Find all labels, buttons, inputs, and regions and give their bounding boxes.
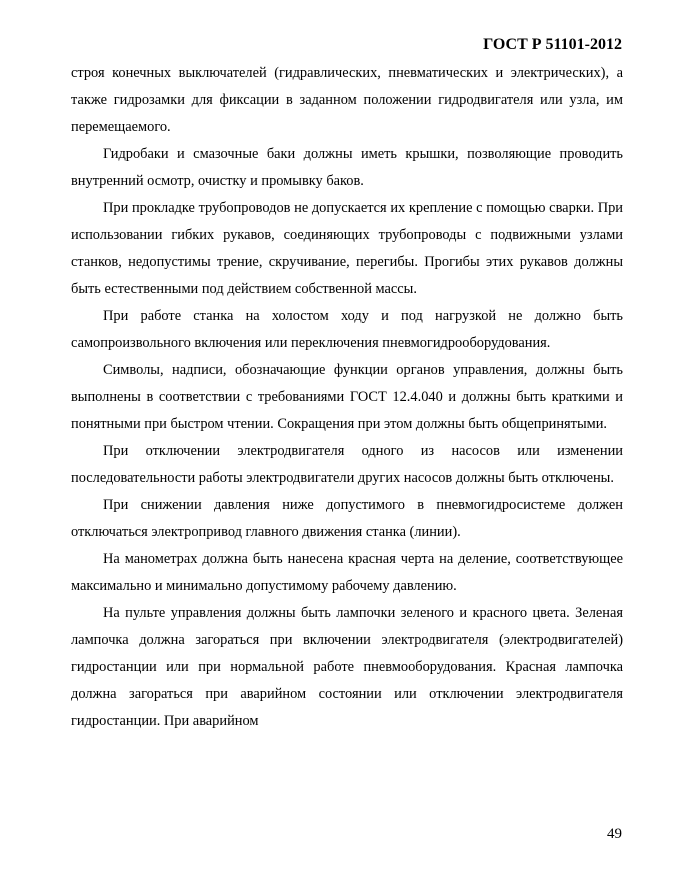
paragraph-4: При работе станка на холостом ходу и под нагрузкой не должно быть самопроизвольного включения или переключения пневмогидрооборудования. bbox=[71, 308, 623, 351]
paragraph-7: При снижении давления ниже допустимого в пневмогидросистеме должен отключаться электропривод главного движения станка (линии). bbox=[71, 497, 623, 540]
document-header-id: ГОСТ Р 51101-2012 bbox=[483, 36, 622, 53]
document-body bbox=[71, 60, 623, 735]
paragraph-2: Гидробаки и смазочные баки должны иметь крышки, позволяющие проводить внутренний осмотр, очистку и промывку баков. bbox=[71, 146, 623, 189]
paragraph-9: На пульте управления должны быть лампочки зеленого и красного цвета. Зеленая лампочка должна загораться при включении электродвигателя (электродвигателей) гидростанции или при нормальной работе пневмооборудования. Красная лампочка должна загораться при аварийном состоянии или отключении электродвигателя гидростанции. При аварийном bbox=[71, 605, 623, 729]
paragraph-1: строя конечных выключателей (гидравлических, пневматических и электрических), а также гидрозамки для фиксации в заданном положении гидродвигателя или узла, им перемещаемого. bbox=[71, 65, 623, 135]
paragraph-8: На манометрах должна быть нанесена красная черта на деление, соответствующее максимально и минимально допустимому рабочему давлению. bbox=[71, 551, 623, 594]
paragraph-6: При отключении электродвигателя одного из насосов или изменении последовательности работы электродвигатели других насосов должны быть отключены. bbox=[71, 443, 623, 486]
paragraph-3: При прокладке трубопроводов не допускается их крепление с помощью сварки. При использовании гибких рукавов, соединяющих трубопроводы с подвижными узлами станков, недопустимы трение, скручивание, перегибы. Прогибы этих рукавов должны быть естественными под действием собственной массы. bbox=[71, 200, 623, 297]
page-number: 49 bbox=[607, 826, 622, 842]
paragraph-5: Символы, надписи, обозначающие функции органов управления, должны быть выполнены в соответствии с требованиями ГОСТ 12.4.040 и должны быть краткими и понятными при быстром чтении. Сокращения при этом должны быть общепринятыми. bbox=[71, 362, 623, 432]
